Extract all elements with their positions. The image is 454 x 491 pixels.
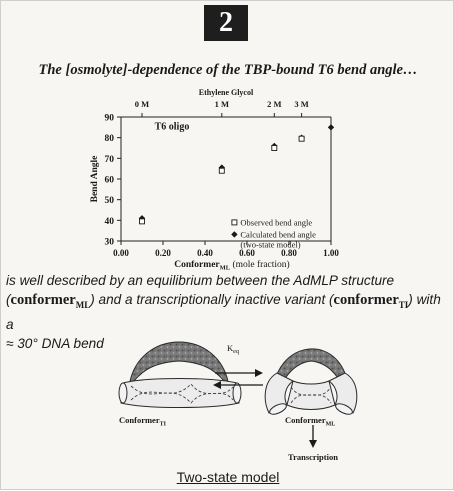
slide-heading: The [osmolyte]-dependence of the TBP-bound T6 bend angle…: [38, 62, 418, 78]
conformer-ti-label: Conformer$_{TI}$: [119, 415, 166, 428]
diagram-caption: Two-state model: [176, 469, 280, 485]
conformer-ti-term: conformer$_{TI}$: [333, 292, 409, 310]
y-tick-label: 30: [104, 237, 114, 248]
top-tick-label: 3 M: [294, 99, 309, 109]
top-tick-label: 1 M: [214, 99, 230, 109]
x-tick-label: 0.40: [197, 248, 213, 258]
conformer-ml-label: Conformer$_{ML}$: [285, 415, 336, 428]
top-axis-label: Ethylene Glycol: [198, 88, 254, 97]
y-tick-label: 80: [104, 134, 114, 145]
x-tick-label: 1.00: [323, 248, 339, 258]
description-line-2: (conformer$_{ML}$) and a transcriptionally inactive variant (conformer$_{TI}$) with a: [6, 292, 441, 332]
x-tick-label: 0.60: [239, 248, 255, 258]
legend-observed-label: Observed bend angle: [240, 217, 313, 228]
x-axis-label: Conformer$_{ML}$ (mole fraction): [174, 260, 290, 271]
description-line-3: ≈ 30° DNA bend: [6, 335, 104, 351]
protein-conformer-ti-icon: [119, 342, 241, 408]
y-tick-label: 70: [104, 154, 114, 165]
transcription-label: Transcription: [288, 452, 338, 462]
top-tick-label: 2 M: [267, 99, 282, 109]
conformer-ml-term: conformer$_{ML}$: [10, 292, 91, 310]
y-tick-label: 90: [104, 113, 114, 124]
x-tick-label: 0.80: [281, 248, 297, 258]
slide-number-badge: 2: [204, 5, 248, 41]
x-tick-label: 0.20: [155, 248, 171, 258]
legend-calculated-label: Calculated bend angle: [240, 229, 316, 240]
x-tick-label: 0.00: [113, 248, 129, 258]
transcription-arrow-icon: [309, 425, 317, 448]
top-tick-label: 0 M: [134, 99, 150, 109]
description-line-1: is well described by an equilibrium between the AdMLP structure: [6, 273, 395, 288]
y-tick-label: 40: [104, 216, 114, 227]
two-state-diagram: [1, 1, 454, 491]
protein-conformer-ml-icon: [265, 349, 357, 417]
keq-label: $K_{eq}$: [227, 343, 240, 355]
y-axis-label: Bend Angle: [90, 155, 100, 203]
chart-inset-label: T6 oligo: [154, 121, 190, 133]
y-tick-label: 60: [104, 175, 114, 186]
y-tick-label: 50: [104, 196, 114, 207]
legend-note: (two-state model): [240, 239, 301, 250]
